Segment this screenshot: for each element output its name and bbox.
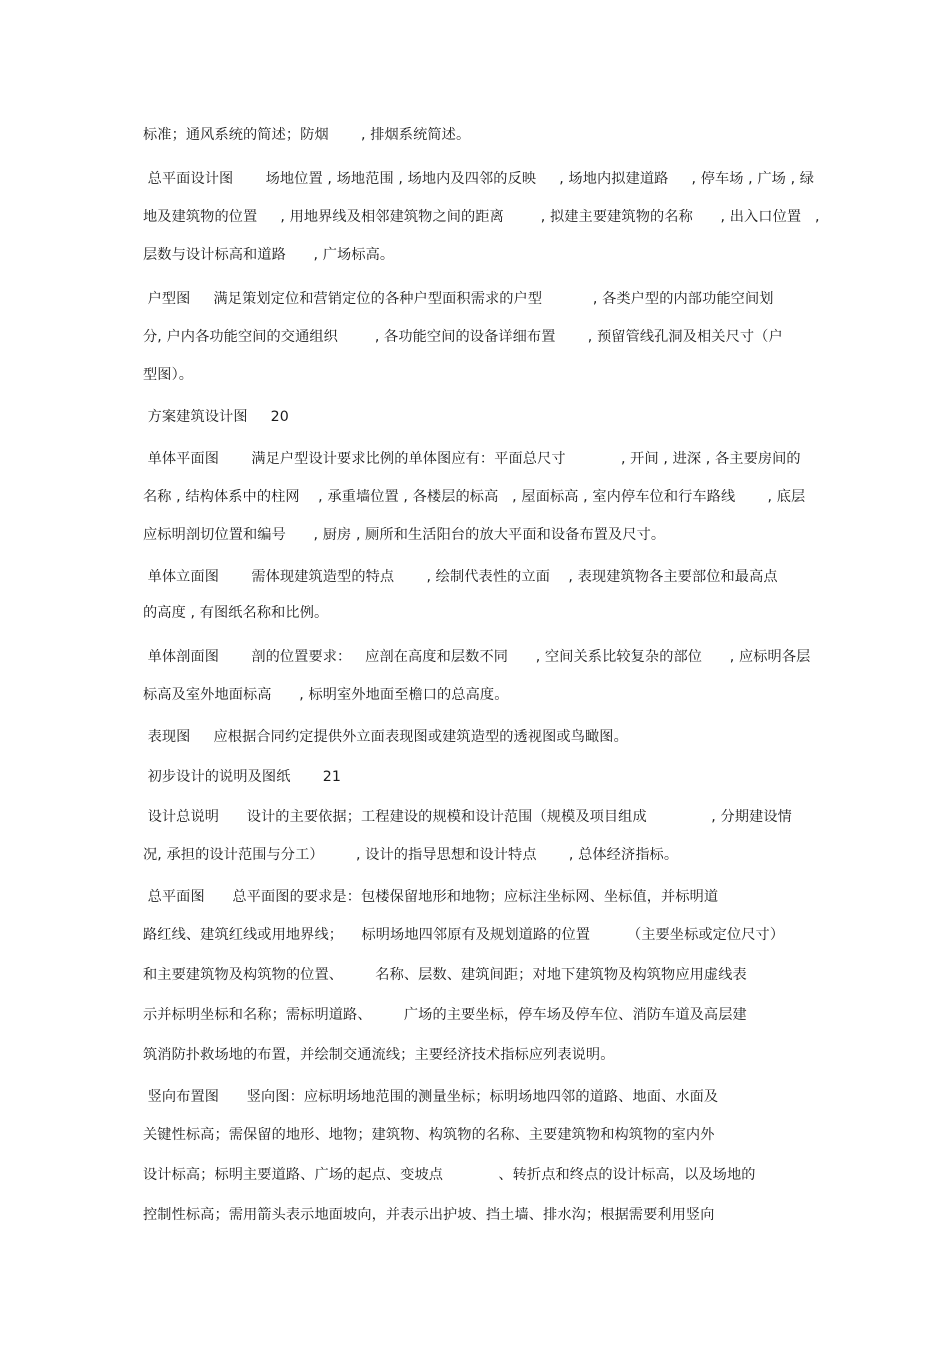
text-line: 地及建筑物的位置 , 用地界线及相邻建筑物之间的距离 , 拟建主要建筑物的名称 , 出入口位置 ,	[143, 209, 820, 225]
text-line: 总平面设计图 场地位置 , 场地范围 , 场地内及四邻的反映 , 场地内拟建道路 , 停车场 , 广场 , 绿	[143, 171, 815, 187]
text-line: 单体立面图 需体现建筑造型的特点 , 绘制代表性的立面 , 表现建筑物各主要部位和最高点	[143, 569, 778, 585]
text-line: 设计总说明 设计的主要依据；工程建设的规模和设计范围（规模及项目组成 , 分期建设情	[143, 809, 792, 825]
text-line: 筑消防扑救场地的布置，并绘制交通流线；主要经济技术指标应列表说明。	[143, 1047, 615, 1063]
text-line: 竖向布置图 竖向图：应标明场地范围的测量坐标；标明场地四邻的道路、地面、水面及	[143, 1089, 719, 1105]
text-line: 况, 承担的设计范围与分工） , 设计的指导思想和设计特点 , 总体经济指标。	[143, 847, 679, 863]
section-heading: 初步设计的说明及图纸 21	[143, 769, 342, 785]
text-line: 路红线、建筑红线或用地界线； 标明场地四邻原有及规划道路的位置 （主要坐标或定位尺寸）	[143, 927, 785, 943]
text-line: 示并标明坐标和名称；需标明道路、 广场的主要坐标，停车场及停车位、消防车道及高层建	[143, 1007, 747, 1023]
text-line: 总平面图 总平面图的要求是：包楼保留地形和地物；应标注坐标网、坐标值，并标明道	[143, 889, 719, 905]
text-line: 标准；通风系统的简述；防烟 , 排烟系统简述。	[143, 127, 471, 143]
text-line: 应标明剖切位置和编号 , 厨房 , 厕所和生活阳台的放大平面和设备布置及尺寸。	[143, 527, 666, 543]
text-line: 型图）。	[143, 367, 194, 383]
text-line: 单体平面图 满足户型设计要求比例的单体图应有：平面总尺寸 , 开间 , 进深 , 各主要房间的	[143, 451, 801, 467]
text-line: 单体剖面图 剖的位置要求： 应剖在高度和层数不同 , 空间关系比较复杂的部位 , 应标明各层	[143, 649, 811, 665]
text-line: 的高度 , 有图纸名称和比例。	[143, 605, 329, 621]
section-heading: 方案建筑设计图 20	[143, 409, 289, 425]
text-line: 表现图 应根据合同约定提供外立面表现图或建筑造型的透视图或鸟瞰图。	[143, 729, 628, 745]
text-line: 和主要建筑物及构筑物的位置、 名称、层数、建筑间距；对地下建筑物及构筑物应用虚线表	[143, 967, 747, 983]
text-line: 控制性标高；需用箭头表示地面坡向，并表示出护坡、挡土墙、排水沟；根据需要利用竖向	[143, 1207, 715, 1223]
text-line: 设计标高；标明主要道路、广场的起点、变坡点 、转折点和终点的设计标高，以及场地的	[143, 1167, 756, 1183]
text-line: 关键性标高；需保留的地形、地物；建筑物、构筑物的名称、主要建筑物和构筑物的室内外	[143, 1127, 715, 1143]
text-line: 名称 , 结构体系中的柱网 , 承重墙位置 , 各楼层的标高 , 屋面标高 , 室内停车位和行车路线 , 底层	[143, 489, 806, 505]
text-line: 标高及室外地面标高 , 标明室外地面至檐口的总高度。	[143, 687, 509, 703]
text-line: 户型图 满足策划定位和营销定位的各种户型面积需求的户型 , 各类户型的内部功能空间划	[143, 291, 774, 307]
text-line: 分, 户内各功能空间的交通组织 , 各功能空间的设备详细布置 , 预留管线孔洞及相关尺寸（户	[143, 329, 783, 345]
text-line: 层数与设计标高和道路 , 广场标高。	[143, 247, 395, 263]
